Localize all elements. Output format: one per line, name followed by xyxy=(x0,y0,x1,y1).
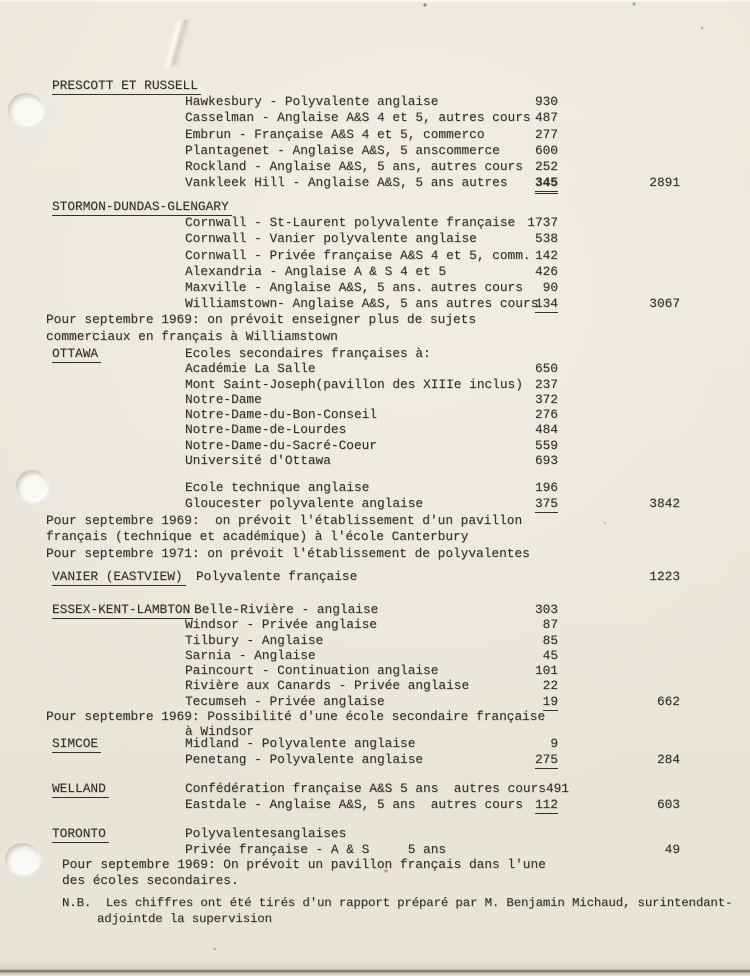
enrolment-count: 1737 xyxy=(527,215,558,231)
document-line xyxy=(0,480,750,496)
school-entry: Penetang - Polyvalente anglaise xyxy=(185,751,424,767)
region-total: 603 xyxy=(656,796,680,812)
enrolment-count: 90 xyxy=(542,279,558,295)
enrolment-count: 134 xyxy=(534,296,558,312)
region-heading: TORONTO xyxy=(52,826,109,843)
enrolment-count: 101 xyxy=(534,663,558,679)
region-total: 662 xyxy=(656,693,680,709)
document-line xyxy=(0,602,750,617)
document-line xyxy=(0,127,750,143)
document-line xyxy=(0,912,750,928)
document-line xyxy=(0,361,750,376)
school-entry: Paincourt - Continuation anglaise xyxy=(185,663,439,679)
section-simcoe xyxy=(0,736,750,767)
region-heading: OTTAWA xyxy=(52,346,101,363)
enrolment-count: 559 xyxy=(534,437,558,453)
school-entry: Tecumseh - Privée anglaise xyxy=(185,693,385,709)
school-entry: Cornwall - Privée française A&S 4 et 5, comm. xyxy=(185,247,531,263)
school-entry: Casselman - Anglaise A&S 4 et 5, autres cours xyxy=(185,110,531,126)
note-text: Pour septembre 1969: Possibilité d'une école secondaire française xyxy=(46,709,546,725)
school-entry: Alexandria - Anglaise A & S 4 et 5 xyxy=(185,263,447,279)
school-entry: Privée française - A & S 5 ans xyxy=(185,841,447,857)
region-heading: WELLAND xyxy=(52,781,109,798)
document-line xyxy=(0,377,750,392)
document-line xyxy=(0,513,750,529)
enrolment-count: 85 xyxy=(542,632,558,648)
document-line xyxy=(0,143,750,159)
enrolment-count: 237 xyxy=(534,376,558,392)
enrolment-count: 87 xyxy=(542,617,558,633)
document-line xyxy=(0,857,750,873)
school-entry: Rivière aux Canards - Privée anglaise xyxy=(185,678,470,694)
document-line xyxy=(0,648,750,663)
school-entry: Mont Saint-Joseph(pavillon des XIIIe inclus) xyxy=(185,376,523,392)
section-toronto xyxy=(0,826,750,888)
enrolment-count: 196 xyxy=(534,480,558,495)
region-heading: VANIER (EASTVIEW) xyxy=(52,569,186,586)
document-line xyxy=(0,296,750,312)
enrolment-count: 275 xyxy=(534,751,558,767)
document-line xyxy=(0,175,750,191)
school-entry: Confédération française A&S 5 ans autres cours491 xyxy=(185,781,569,796)
enrolment-count: 375 xyxy=(534,496,558,512)
document-line xyxy=(0,496,750,512)
enrolment-count: 600 xyxy=(534,142,558,158)
school-entry: Eastdale - Anglaise A&S, 5 ans autres cours xyxy=(185,796,523,812)
note-text: Pour septembre 1969: on prévoit l'établissement d'un pavillon xyxy=(46,512,523,528)
enrolment-count: 276 xyxy=(534,407,558,423)
note-text: français (technique et académique) à l'école Canterbury xyxy=(46,529,469,545)
document-line xyxy=(0,94,750,110)
note-text: N.B. Les chiffres ont été tirés d'un rapport préparé par M. Benjamin Michaud, surintendant- xyxy=(62,896,733,910)
enrolment-count: 303 xyxy=(534,602,558,617)
document-line xyxy=(0,346,750,361)
document-line xyxy=(0,264,750,280)
school-entry: Embrun - Française A&S 4 et 5, commerco xyxy=(185,126,485,142)
document-line xyxy=(0,438,750,453)
region-heading: STORMON-DUNDAS-GLENGARY xyxy=(52,199,232,216)
note-text: des écoles secondaires. xyxy=(62,872,239,888)
note-text: Pour septembre 1971: on prévoit l'établissement de polyvalentes xyxy=(46,545,530,561)
page-bottom-edge xyxy=(0,962,750,976)
school-entry: Belle-Rivière - anglaise xyxy=(194,602,379,617)
document-line xyxy=(0,797,750,813)
school-entry: Notre-Dame xyxy=(185,391,262,407)
document-line xyxy=(0,392,750,407)
school-entry: Notre-Dame-du-Sacré-Coeur xyxy=(185,437,377,453)
document-line xyxy=(0,569,750,585)
document-line xyxy=(0,453,750,468)
document-line xyxy=(0,663,750,678)
section-welland xyxy=(0,781,750,812)
enrolment-count: 22 xyxy=(542,678,558,694)
region-total: 3842 xyxy=(649,496,680,512)
document-line xyxy=(0,781,750,797)
school-entry: Sarnia - Anglaise xyxy=(185,647,316,663)
school-entry: Maxville - Anglaise A&S, 5 ans. autres cours xyxy=(185,279,523,295)
document-line xyxy=(0,678,750,693)
document-line xyxy=(0,78,750,94)
document-line xyxy=(0,529,750,545)
document-line xyxy=(0,546,750,562)
enrolment-count: 345 xyxy=(535,175,558,194)
school-entry: Tilbury - Anglaise xyxy=(185,632,324,648)
school-entry: Plantagenet - Anglaise A&S, 5 anscommerce xyxy=(185,142,500,158)
region-total: 1223 xyxy=(649,569,680,584)
document-line xyxy=(0,752,750,768)
school-entry: Vankleek Hill - Anglaise A&S, 5 ans autres xyxy=(185,175,508,191)
enrolment-count: 45 xyxy=(542,647,558,663)
note-text: à Windsor xyxy=(185,724,255,740)
note-text: Pour septembre 1969: on prévoit enseigner plus de sujets xyxy=(46,312,477,328)
document-line xyxy=(0,842,750,858)
document-line xyxy=(0,617,750,632)
document-line xyxy=(0,709,750,724)
document-line xyxy=(0,873,750,889)
section-stormont xyxy=(0,199,750,345)
enrolment-count: 142 xyxy=(534,247,558,263)
section-prescott xyxy=(0,78,750,191)
school-entry: Hawkesbury - Polyvalente anglaise xyxy=(185,94,439,110)
document-line xyxy=(0,694,750,709)
document-line xyxy=(0,312,750,328)
section-ottawa2 xyxy=(0,480,750,562)
school-entry: Notre-Dame-du-Bon-Conseil xyxy=(185,407,377,423)
school-entry: Polyvalentesanglaises xyxy=(185,826,347,841)
document-line xyxy=(0,736,750,752)
school-entry: Ecole technique anglaise xyxy=(185,480,370,495)
document-line xyxy=(0,248,750,264)
region-heading: ESSEX-KENT-LAMBTON xyxy=(52,602,193,619)
enrolment-count: 538 xyxy=(534,231,558,247)
document-line xyxy=(0,159,750,175)
enrolment-count: 19 xyxy=(542,693,558,709)
enrolment-count: 112 xyxy=(534,796,558,812)
school-entry: Cornwall - Vanier polyvalente anglaise xyxy=(185,231,477,247)
enrolment-count: 252 xyxy=(534,158,558,174)
enrolment-count: 487 xyxy=(534,110,558,126)
section-essex xyxy=(0,602,750,740)
document-line xyxy=(0,199,750,215)
region-total: 49 xyxy=(664,841,680,857)
school-entry: Polyvalente française xyxy=(196,569,358,584)
school-entry: Académie La Salle xyxy=(185,361,316,377)
note-text: adjointde la supervision xyxy=(97,911,272,926)
document-line xyxy=(0,422,750,437)
region-heading: SIMCOE xyxy=(52,736,101,753)
document-line xyxy=(0,329,750,345)
enrolment-count: 277 xyxy=(534,126,558,142)
school-entry: Cornwall - St-Laurent polyvalente française xyxy=(185,215,516,231)
enrolment-count: 693 xyxy=(534,453,558,469)
enrolment-count: 9 xyxy=(550,736,558,751)
school-entry: Midland - Polyvalente anglaise xyxy=(185,736,416,751)
school-entry: Université d'Ottawa xyxy=(185,453,331,469)
region-heading: PRESCOTT ET RUSSELL xyxy=(52,78,201,95)
enrolment-count: 930 xyxy=(534,94,558,110)
document-line xyxy=(0,110,750,126)
document-line xyxy=(0,896,750,912)
enrolment-count: 372 xyxy=(534,391,558,407)
document-line xyxy=(0,633,750,648)
document-line xyxy=(0,407,750,422)
school-entry: Windsor - Privée anglaise xyxy=(185,617,377,633)
note-text: Pour septembre 1969: On prévoit un pavillon français dans l'une xyxy=(62,857,546,872)
school-entry: Williamstown- Anglaise A&S, 5 ans autres cours xyxy=(185,296,539,312)
enrolment-count: 426 xyxy=(534,263,558,279)
school-entry: Rockland - Anglaise A&S, 5 ans, autres cours xyxy=(185,158,523,174)
section-nb xyxy=(0,896,750,927)
section-ottawa1 xyxy=(0,346,750,468)
school-entry: Ecoles secondaires françaises à: xyxy=(185,346,431,361)
school-entry: Notre-Dame-de-Lourdes xyxy=(185,422,347,438)
section-vanier xyxy=(0,569,750,585)
region-total: 3067 xyxy=(649,296,680,312)
document-line xyxy=(0,215,750,231)
school-entry: Gloucester polyvalente anglaise xyxy=(185,496,424,512)
document-line xyxy=(0,231,750,247)
enrolment-count: 650 xyxy=(534,361,558,377)
document-line xyxy=(0,826,750,842)
enrolment-count: 484 xyxy=(534,422,558,438)
note-text: commerciaux en français à Williamstown xyxy=(46,328,338,344)
document-line xyxy=(0,280,750,296)
region-total: 284 xyxy=(656,751,680,767)
region-total: 2891 xyxy=(649,175,680,191)
